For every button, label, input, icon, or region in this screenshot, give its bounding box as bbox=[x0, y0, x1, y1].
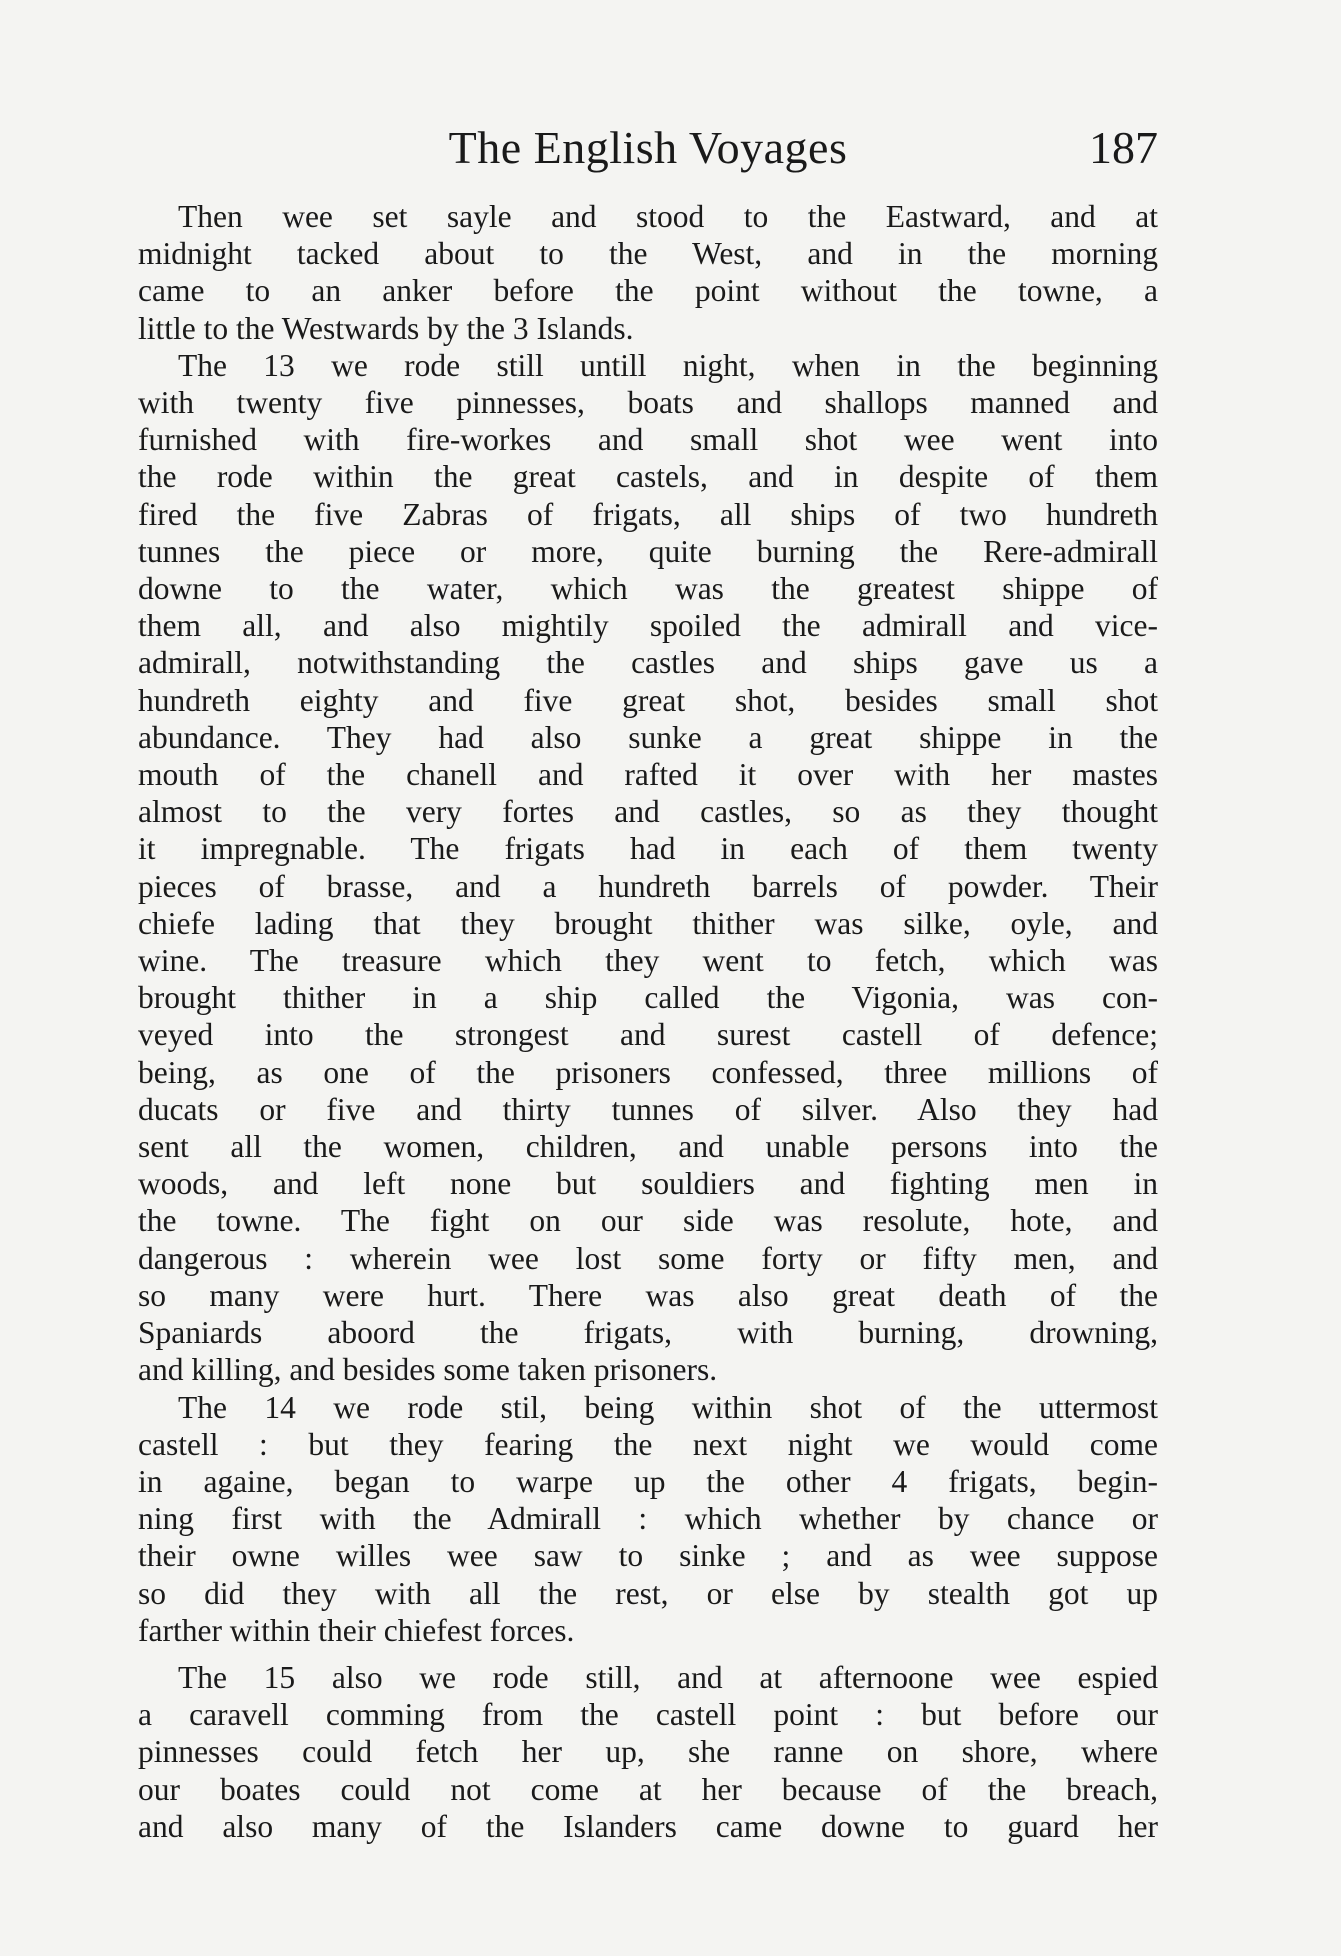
page-header bbox=[138, 118, 1158, 196]
text-line: tunnes the piece or more, quite burning the Rere-admirall bbox=[138, 533, 1158, 569]
text-line: mouth of the chanell and rafted it over with her mastes bbox=[138, 757, 1158, 793]
text-line: in againe, began to warpe up the other 4 frigats, begin- bbox=[138, 1463, 1158, 1499]
text-line: Then wee set sayle and stood to the Eastward, and at bbox=[178, 199, 1158, 234]
book-page bbox=[138, 118, 1158, 1918]
text-line: veyed into the strongest and surest castell of defence; bbox=[138, 1017, 1158, 1053]
text-line: so many were hurt. There was also great death of the bbox=[138, 1277, 1158, 1313]
text-line: farther within their chiefest forces. bbox=[138, 1612, 575, 1648]
text-line: their owne willes wee saw to sinke ; and as wee suppose bbox=[138, 1538, 1158, 1574]
text-line: woods, and left none but souldiers and fighting men in bbox=[138, 1166, 1158, 1202]
text-line: admirall, notwithstanding the castles and ships gave us a bbox=[138, 645, 1158, 681]
text-line: our boates could not come at her because of the breach, bbox=[138, 1771, 1158, 1807]
text-line: The 15 also we rode still, and at afternoone wee espied bbox=[178, 1659, 1158, 1695]
text-line: with twenty five pinnesses, boats and shallops manned and bbox=[138, 385, 1158, 421]
text-line: ducats or five and thirty tunnes of silver. Also they had bbox=[138, 1091, 1158, 1127]
text-line: being, as one of the prisoners confessed, three millions of bbox=[138, 1054, 1158, 1090]
body-text bbox=[138, 198, 1158, 1845]
text-line: the towne. The fight on our side was resolute, hote, and bbox=[138, 1203, 1158, 1239]
text-line: pieces of brasse, and a hundreth barrels of powder. Their bbox=[138, 868, 1158, 904]
text-line: sent all the women, children, and unable persons into the bbox=[138, 1129, 1158, 1165]
text-line: them all, and also mightily spoiled the admirall and vice- bbox=[138, 608, 1158, 644]
text-line: it impregnable. The frigats had in each of them twenty bbox=[138, 831, 1158, 867]
text-line: furnished with fire-workes and small shot wee went into bbox=[138, 422, 1158, 458]
paragraph-2 bbox=[138, 347, 1158, 1389]
text-line: ning first with the Admirall : which whether by chance or bbox=[138, 1501, 1158, 1537]
text-line: downe to the water, which was the greatest shippe of bbox=[138, 571, 1158, 607]
text-line: so did they with all the rest, or else by stealth got up bbox=[138, 1575, 1158, 1611]
text-line: wine. The treasure which they went to fetch, which was bbox=[138, 943, 1158, 979]
paragraph-3 bbox=[138, 1389, 1158, 1649]
text-line: and also many of the Islanders came downe to guard her bbox=[138, 1808, 1158, 1844]
text-line: little to the Westwards by the 3 Islands. bbox=[138, 310, 634, 346]
text-line: the rode within the great castels, and in despite of them bbox=[138, 459, 1158, 495]
text-line: chiefe lading that they brought thither was silke, oyle, and bbox=[138, 905, 1158, 941]
text-line: a caravell comming from the castell point : but before our bbox=[138, 1697, 1158, 1733]
text-line: brought thither in a ship called the Vigonia, was con- bbox=[138, 980, 1158, 1016]
running-title: The English Voyages bbox=[448, 122, 848, 173]
text-line: The 13 we rode still untill night, when in the beginning bbox=[178, 347, 1158, 383]
text-line: came to an anker before the point without the towne, a bbox=[138, 273, 1158, 309]
text-line: The 14 we rode stil, being within shot of the uttermost bbox=[178, 1389, 1158, 1425]
text-line: Spaniards aboord the frigats, with burning, drowning, bbox=[138, 1315, 1158, 1351]
text-line: fired the five Zabras of frigats, all ships of two hundreth bbox=[138, 496, 1158, 532]
page-number: 187 bbox=[1089, 122, 1158, 173]
text-line: dangerous : wherein wee lost some forty or fifty men, and bbox=[138, 1240, 1158, 1276]
paragraph-4 bbox=[138, 1659, 1158, 1845]
text-line: pinnesses could fetch her up, she ranne on shore, where bbox=[138, 1734, 1158, 1770]
text-line: abundance. They had also sunke a great shippe in the bbox=[138, 719, 1158, 755]
paragraph-1 bbox=[138, 198, 1158, 347]
text-line: almost to the very fortes and castles, so as they thought bbox=[138, 794, 1158, 830]
text-line: hundreth eighty and five great shot, besides small shot bbox=[138, 682, 1158, 718]
text-line: castell : but they fearing the next night we would come bbox=[138, 1426, 1158, 1462]
text-line: and killing, and besides some taken prisoners. bbox=[138, 1352, 718, 1388]
text-line: midnight tacked about to the West, and in the morning bbox=[138, 236, 1158, 272]
